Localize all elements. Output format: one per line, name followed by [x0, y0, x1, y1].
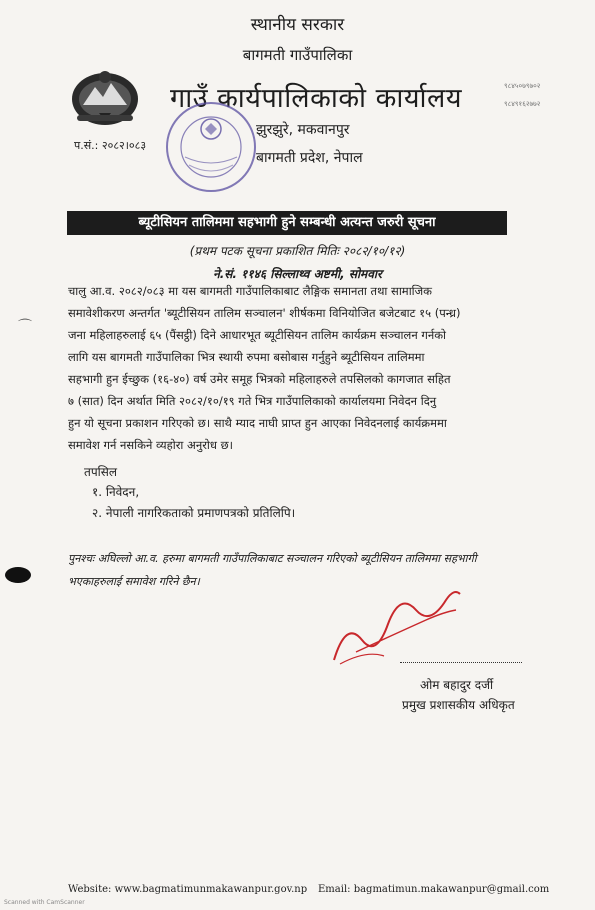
punch-hole-mark — [3, 565, 33, 585]
signatory-title: प्रमुख प्रशासकीय अधिकृत — [402, 698, 515, 712]
body-line: चालु आ.व. २०८२/०८३ मा यस बागमती गाउँपालिकाबाट लैङ्गिक समानता तथा सामाजिक — [68, 284, 433, 298]
body-line: सहभागी हुन ईच्छुक (१६-४०) वर्ष उमेर समूह भित्रको महिलाहरुले तपसिलको कागजात सहित — [68, 372, 451, 386]
body-line: समावेश गर्न नसकिने व्यहोरा अनुरोध छ। — [68, 438, 234, 452]
date-line: ने.सं. ११४६ सिल्लाथ्व अष्टमी, सोमवार — [213, 267, 382, 281]
signature-icon — [326, 580, 466, 670]
notice-title-banner: ब्यूटीसियन तालिममा सहभागी हुने सम्बन्धी अत्यन्त जरुरी सूचना — [67, 211, 507, 235]
footer-website: Website: www.bagmatimunmakawanpur.gov.np — [68, 884, 308, 895]
office-stamp-icon — [163, 99, 259, 195]
list-item: २. नेपाली नागरिकताको प्रमाणपत्रको प्रतिलिपि। — [92, 506, 296, 520]
tapsil-heading: तपसिल — [84, 465, 118, 479]
letterhead-line2: बागमती गाउँपालिका — [242, 46, 353, 64]
list-item: १. निवेदन, — [92, 485, 140, 499]
body-line: जना महिलाहरुलाई ६५ (पैंसट्ठी) दिने आधारभूत ब्यूटीसियन तालिम कार्यक्रम सञ्चालन गर्नको — [68, 328, 447, 342]
body-line: ७ (सात) दिन अर्थात मिति २०८२/१०/१९ गते भित्र गाउँपालिकाको कार्यालयमा निवेदन दिनु — [68, 394, 437, 408]
postscript-line: भएकाहरुलाई समावेश गरिने छैन। — [68, 575, 200, 588]
phone-number-1: ९८४५०७९७०२ — [504, 82, 541, 90]
scanner-watermark: Scanned with CamScanner — [4, 899, 85, 906]
signatory-name: ओम बहादुर दर्जी — [420, 678, 494, 692]
body-line: लागि यस बागमती गाउँपालिका भित्र स्थायी रुपमा बसोबास गर्नुहुने ब्यूटीसियन तालिममा — [68, 350, 425, 364]
phone-number-2: ९८४९१६२७७२ — [504, 100, 541, 108]
letterhead-line1: स्थानीय सरकार — [250, 15, 345, 35]
nepal-emblem-icon — [69, 65, 141, 127]
office-name: गाउँ कार्यपालिकाको कार्यालय — [170, 83, 462, 114]
body-line: समावेशीकरण अन्तर्गत 'ब्यूटीसियन तालिम सञ्चालन' शीर्षकमा विनियोजित बजेटबाट १५ (पन्ध्र) — [68, 306, 461, 320]
first-published-line: (प्रथम पटक सूचना प्रकाशित मितिः २०८२/१०/१२) — [189, 244, 406, 258]
body-line: हुन यो सूचना प्रकाशन गरिएको छ। साथै म्याद नाघी प्राप्त हुन आएका निवेदनलाई कार्यक्रममा — [68, 416, 447, 430]
margin-mark: ⌒ — [18, 319, 32, 335]
footer-email: Email: bagmatimun.makawanpur@gmail.com — [318, 884, 550, 895]
postscript-line: पुनश्चः अघिल्लो आ.व. हरुमा बागमती गाउँपालिकाबाट सञ्चालन गरिएको ब्यूटीसियन तालिममा सहभागी — [68, 552, 477, 565]
reference-number: प.सं.: २०८२।०८३ — [74, 139, 147, 152]
signature-line — [400, 662, 522, 663]
address-line2: बागमती प्रदेश, नेपाल — [256, 150, 363, 166]
address-line1: झुरझुरे, मकवानपुर — [256, 122, 350, 138]
